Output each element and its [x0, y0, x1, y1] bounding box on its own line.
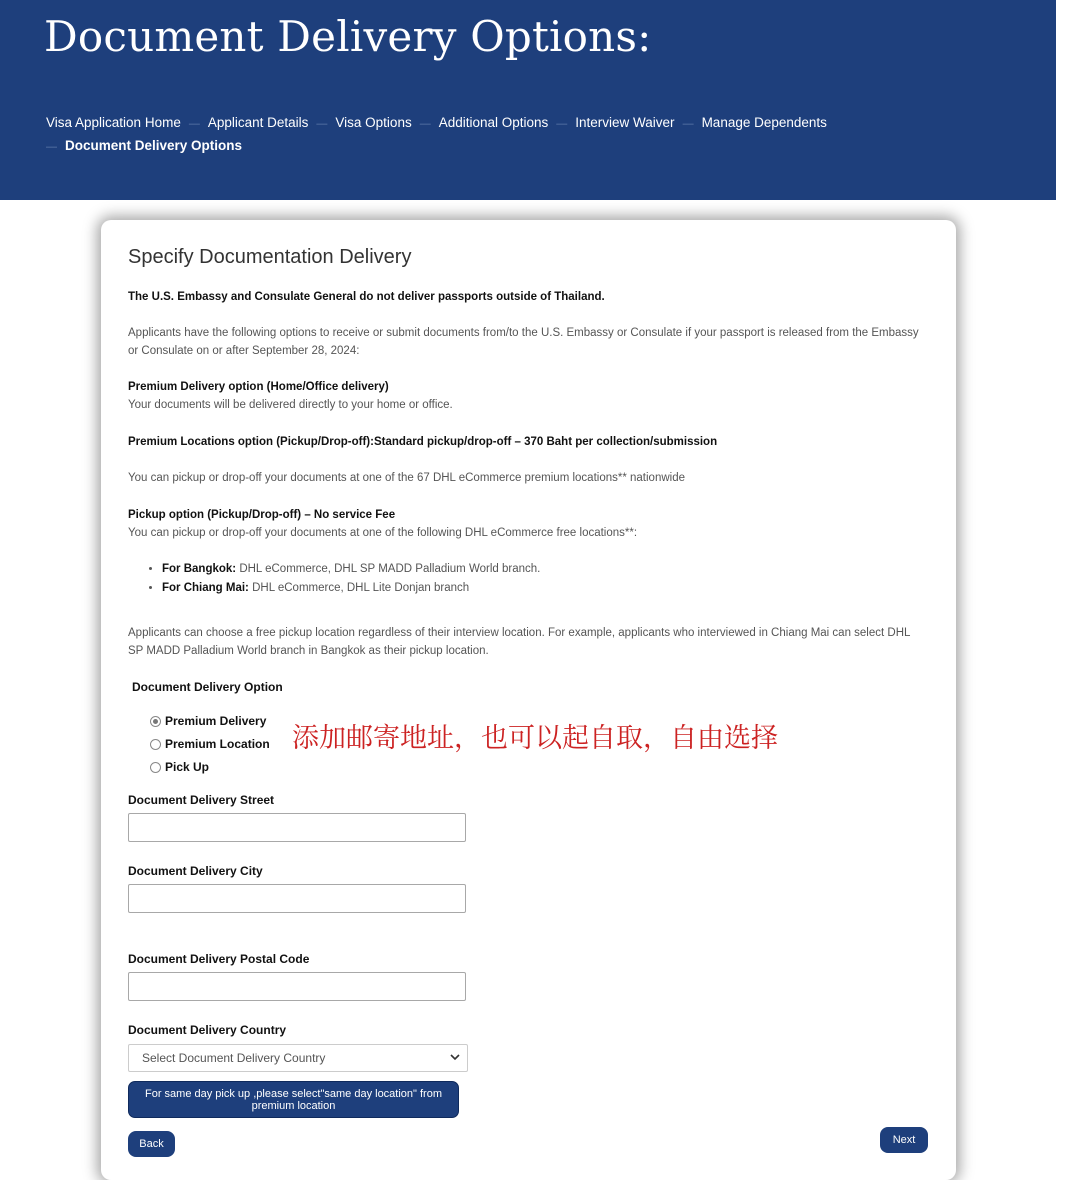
breadcrumb-applicant-details[interactable]: Applicant Details [207, 115, 309, 130]
page-header [0, 0, 1056, 200]
location-detail: DHL eCommerce, DHL SP MADD Palladium World branch. [236, 563, 541, 575]
premium-delivery-title: Premium Delivery option (Home/Office delivery) [128, 381, 389, 393]
breadcrumb-separator: — [316, 118, 328, 130]
same-day-pickup-button[interactable]: For same day pick up ,please select"same day location" from premium location [128, 1081, 459, 1118]
pickup-desc: You can pickup or drop-off your documents at one of the following DHL eCommerce free locations**: [128, 527, 638, 539]
list-item [162, 579, 540, 598]
breadcrumb-visa-options[interactable]: Visa Options [335, 115, 412, 130]
free-locations-list [128, 560, 540, 598]
postal-code-label: Document Delivery Postal Code [128, 952, 310, 966]
notice-text: The U.S. Embassy and Consulate General do not deliver passports outside of Thailand. [128, 291, 605, 303]
country-select[interactable] [128, 1044, 468, 1072]
location-city: For Chiang Mai: [162, 582, 249, 594]
delivery-option-label: Document Delivery Option [132, 680, 283, 694]
chevron-down-icon [449, 1051, 461, 1063]
radio-label: Premium Location [165, 737, 270, 751]
intro-text: Applicants have the following options to receive or submit documents from/to the U.S. Embassy or Consulate if your passport is released from the Embassy or Consulate on or after September 28, 2024: [128, 327, 919, 357]
breadcrumb-separator: — [419, 118, 431, 130]
radio-premium-delivery[interactable] [150, 714, 266, 728]
radio-pick-up[interactable] [150, 760, 209, 774]
location-city: For Bangkok: [162, 563, 237, 575]
postal-code-input[interactable] [128, 972, 466, 1001]
premium-locations-desc: You can pickup or drop-off your documents at one of the 67 DHL eCommerce premium locations** nationwide [128, 472, 685, 484]
radio-label: Pick Up [165, 760, 210, 774]
breadcrumb-separator: — [46, 141, 57, 153]
street-input[interactable] [128, 813, 466, 842]
country-label: Document Delivery Country [128, 1023, 287, 1037]
breadcrumb-current: Document Delivery Options [65, 138, 243, 153]
list-item [162, 560, 540, 579]
back-button[interactable]: Back [128, 1131, 175, 1157]
city-input[interactable] [128, 884, 466, 913]
radio-unselected-icon[interactable] [150, 739, 161, 750]
radio-selected-icon[interactable] [150, 716, 161, 727]
section-heading: Specify Documentation Delivery [128, 246, 412, 268]
street-label: Document Delivery Street [128, 793, 275, 807]
breadcrumb-separator: — [556, 118, 568, 130]
radio-premium-location[interactable] [150, 737, 270, 751]
radio-label: Premium Delivery [165, 714, 267, 728]
radio-unselected-icon[interactable] [150, 762, 161, 773]
breadcrumb-separator: — [188, 118, 200, 130]
breadcrumb-separator: — [682, 118, 694, 130]
city-label: Document Delivery City [128, 864, 263, 878]
free-pickup-note: Applicants can choose a free pickup location regardless of their interview location. For example, applicants who interviewed in Chiang Mai can select DHL SP MADD Palladium World branch in Bangkok as their pickup location. [128, 627, 910, 657]
country-select-value: Select Document Delivery Country [142, 1051, 326, 1065]
location-detail: DHL eCommerce, DHL Lite Donjan branch [248, 582, 470, 594]
handwritten-annotation: 添加邮寄地址，也可以起自取，自由选择 [292, 723, 778, 754]
pickup-title: Pickup option (Pickup/Drop-off) – No service Fee [128, 509, 396, 521]
delivery-form-card [101, 220, 956, 1180]
page-title: Document Delivery Options: [44, 12, 652, 61]
premium-locations-title: Premium Locations option (Pickup/Drop-off):Standard pickup/drop-off – 370 Baht per collection/submission [128, 436, 718, 448]
breadcrumb-visa-application-home[interactable]: Visa Application Home [46, 115, 181, 130]
breadcrumb-manage-dependents[interactable]: Manage Dependents [701, 115, 827, 130]
breadcrumb [46, 112, 906, 158]
breadcrumb-additional-options[interactable]: Additional Options [438, 115, 549, 130]
next-button[interactable]: Next [880, 1127, 928, 1153]
premium-delivery-desc: Your documents will be delivered directly to your home or office. [128, 399, 453, 411]
breadcrumb-interview-waiver[interactable]: Interview Waiver [575, 115, 675, 130]
